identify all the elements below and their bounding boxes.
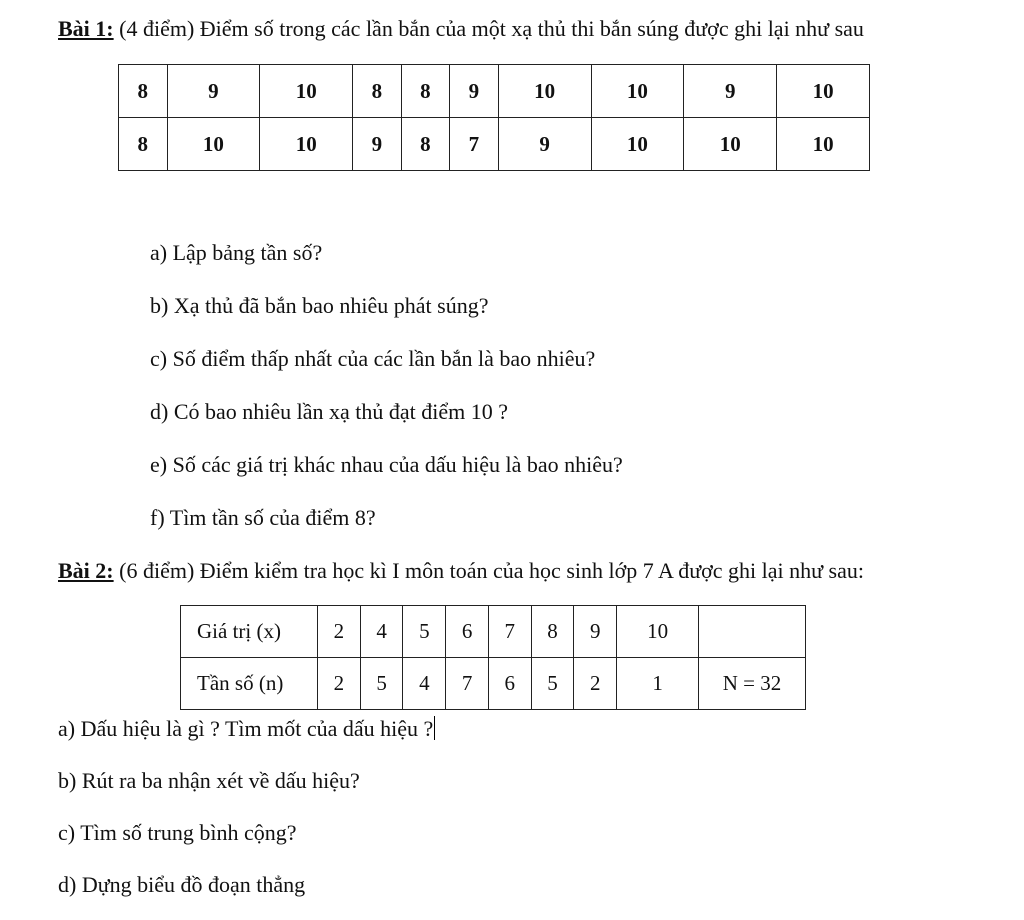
table-cell: 10 bbox=[167, 118, 260, 171]
bai1-question-d: d) Có bao nhiêu lần xạ thủ đạt điểm 10 ? bbox=[150, 399, 509, 424]
table-cell: 5 bbox=[403, 606, 446, 658]
bai1-question-c: c) Số điểm thấp nhất của các lần bắn là bao nhiêu? bbox=[150, 346, 596, 371]
table-cell: 2 bbox=[318, 606, 361, 658]
table-cell: 7 bbox=[446, 658, 489, 710]
bai2-question-a[interactable] bbox=[58, 716, 435, 742]
table-cell: 10 bbox=[684, 118, 777, 171]
table-cell: 9 bbox=[574, 606, 617, 658]
table-cell: 10 bbox=[617, 606, 699, 658]
table-cell: 7 bbox=[450, 118, 499, 171]
bai2-heading bbox=[58, 558, 864, 584]
table-row bbox=[119, 65, 870, 118]
bai1-question-e: e) Số các giá trị khác nhau của dấu hiệu là bao nhiêu? bbox=[150, 452, 623, 477]
value-header-cell: Giá trị (x) bbox=[181, 606, 318, 658]
table-cell: 5 bbox=[360, 658, 403, 710]
bai1-question-b: b) Xạ thủ đã bắn bao nhiêu phát súng? bbox=[150, 293, 489, 318]
table-cell bbox=[699, 606, 806, 658]
table-cell: 10 bbox=[777, 65, 870, 118]
table-cell: 10 bbox=[591, 118, 684, 171]
bai2-question-b: b) Rút ra ba nhận xét về dấu hiệu? bbox=[58, 768, 360, 793]
bai2-question-a-text: a) Dấu hiệu là gì ? Tìm mốt của dấu hiệu ? bbox=[58, 716, 434, 741]
bai2-label: Bài 2: bbox=[58, 558, 114, 583]
table-cell: 5 bbox=[531, 658, 574, 710]
bai1-label: Bài 1: bbox=[58, 16, 114, 41]
table-cell: 8 bbox=[353, 65, 402, 118]
table-row bbox=[181, 658, 806, 710]
bai2-intro: (6 điểm) Điểm kiểm tra học kì I môn toán của học sinh lớp 7 A được ghi lại như sau: bbox=[113, 558, 864, 583]
table-cell: 8 bbox=[531, 606, 574, 658]
bai1-heading bbox=[58, 16, 864, 42]
table-row bbox=[181, 606, 806, 658]
bai1-question-f: f) Tìm tần số của điểm 8? bbox=[150, 505, 376, 530]
bai2-question-c: c) Tìm số trung bình cộng? bbox=[58, 820, 297, 845]
bai1-intro: (4 điểm) Điểm số trong các lần bắn của một xạ thủ thi bắn súng được ghi lại như sau bbox=[113, 16, 864, 41]
table-cell: 4 bbox=[360, 606, 403, 658]
table-cell: 9 bbox=[167, 65, 260, 118]
table-cell: 10 bbox=[591, 65, 684, 118]
table-cell: 4 bbox=[403, 658, 446, 710]
table-cell: 1 bbox=[617, 658, 699, 710]
bai1-question-a: a) Lập bảng tần số? bbox=[150, 240, 323, 265]
table-cell: 10 bbox=[260, 118, 353, 171]
bai1-score-table bbox=[118, 64, 870, 171]
table-cell: 9 bbox=[498, 118, 591, 171]
table-cell: 9 bbox=[450, 65, 499, 118]
bai2-question-d: d) Dựng biểu đồ đoạn thẳng bbox=[58, 872, 306, 897]
table-cell: 8 bbox=[401, 65, 450, 118]
table-cell: 2 bbox=[318, 658, 361, 710]
total-n-cell: N = 32 bbox=[699, 658, 806, 710]
text-cursor bbox=[434, 716, 435, 740]
table-cell: 8 bbox=[119, 65, 168, 118]
table-cell: 2 bbox=[574, 658, 617, 710]
table-cell: 6 bbox=[488, 658, 531, 710]
table-cell: 10 bbox=[260, 65, 353, 118]
table-cell: 10 bbox=[777, 118, 870, 171]
table-cell: 6 bbox=[446, 606, 489, 658]
table-cell: 7 bbox=[488, 606, 531, 658]
table-cell: 9 bbox=[353, 118, 402, 171]
bai2-frequency-table bbox=[180, 605, 806, 710]
table-cell: 8 bbox=[401, 118, 450, 171]
table-cell: 10 bbox=[498, 65, 591, 118]
table-cell: 8 bbox=[119, 118, 168, 171]
table-cell: 9 bbox=[684, 65, 777, 118]
frequency-header-cell: Tần số (n) bbox=[181, 658, 318, 710]
table-row bbox=[119, 118, 870, 171]
